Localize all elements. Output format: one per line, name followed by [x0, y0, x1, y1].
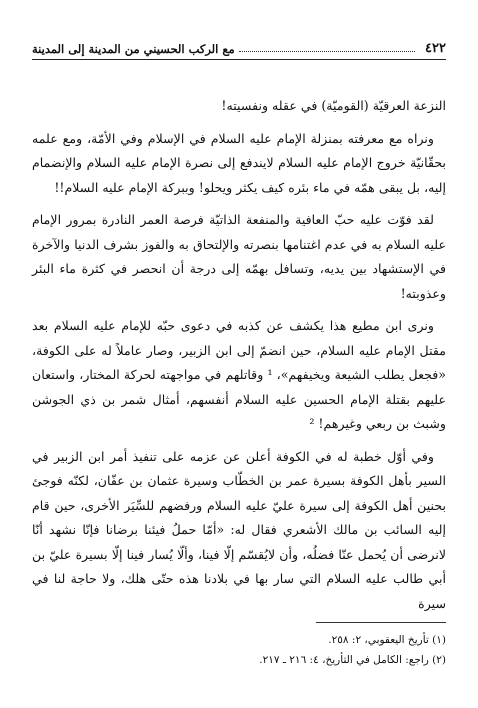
header-dot-leader — [239, 50, 415, 52]
paragraph: النزعة العرقيّة (القوميّة) في عقله ونفسيته! — [221, 98, 446, 113]
paragraph: لقد فوّت عليه حبّ العافية والمنفعة الذاتيّة فرصة العمر النادرة بمرور الإمام عليه السلام به في عدم اغتنامها بنصرته والإلتحاق به والفوز بشرف الدنيا والآخرة في الإستشهاد بين يديه، وتسافل بهمّه إلى درجة أن انحصر في كثرة ماء البئر وعذوبته! — [32, 212, 446, 301]
footnotes — [32, 630, 446, 670]
book-page — [32, 34, 446, 684]
paragraph: ونرى ابن مطيع هذا يكشف عن كذبه في دعوى حبّه للإمام عليه السلام بعد مقتل الإمام عليه السلام، حين انضمّ إلى ابن الزبير، وصار عاملاً له على الكوفة، «فجعل يطلب الشيعة ويخيفهم»، ¹ وقاتلهم في مواجهته لحركة المختار، واستعان عليهم بقتلة الإمام الحسين عليه السلام أنفسهم، أمثال شمر بن ذي الجوشن وشبث بن ربعي وغيرهم! ² — [32, 318, 446, 431]
footnote-separator — [316, 622, 446, 623]
footnote: (٢) راجع: الكامل في التأريخ، ٤: ٢١٦ ـ ٢١٧. — [259, 654, 446, 666]
paragraph: ونراه مع معرفته بمنزلة الإمام عليه السلام في الإسلام وفي الأمّة، ومع علمه بحقّانيّة خروج الإمام عليه السلام لايندفع إلى نصرة الإمام عليه السلام والإنضمام إليه، بل يبقى همّه في ماء بئره كيف يكثر ويحلو! وببركة الإمام عليه السلام!! — [32, 130, 446, 195]
running-header — [32, 34, 446, 60]
paragraph: وفي أوّل خطبة له في الكوفة أعلن عن عزمه على تنفيذ أمر ابن الزبير في السير بأهل الكوفة بسيرة عمر بن الخطّاب وسيرة عثمان بن عفّان، لكنّه فوجئ بحنين أهل الكوفة إلى سيرة عليّ عليه السلام ورفضهم للسِّيَر الأخرى، حين قام إليه السائب بن مالك الأشعري فقال له: «أمّا حملُ فيئنا برضانا فإنّا نشهد أنّا لانرضى أن يُحمل عنّا فضلُه، وأن لايُقسّم إلّا فينا، وألّا يُسار فينا إلّا بسيرة عليّ بن أبي طالب عليه السلام التي سار بها في بلادنا هذه حتّى هلك، ولا حاجة لنا في سيرة — [32, 448, 446, 611]
running-title: مع الركب الحسيني من المدينة إلى المدينة — [32, 42, 235, 56]
footnote: (١) تأريخ اليعقوبي، ٢: ٢٥٨. — [328, 634, 446, 646]
body-text — [32, 94, 446, 616]
page-number: ٤٢٢ — [425, 41, 446, 56]
